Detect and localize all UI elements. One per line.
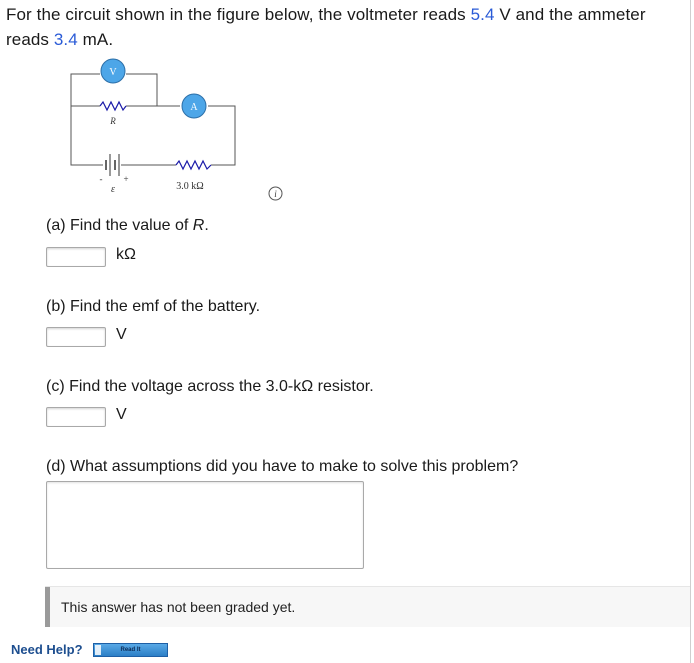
wire-voltmeter-left <box>71 74 100 108</box>
battery-icon <box>106 154 119 176</box>
part-a-unit: kΩ <box>116 246 136 263</box>
grading-status-bar <box>45 587 50 627</box>
intro-text-3: mA. <box>77 30 114 49</box>
svg-text:i: i <box>274 189 277 199</box>
part-b-label: (b) Find the emf of the battery. <box>46 298 261 315</box>
circuit-diagram <box>40 58 260 198</box>
resistor-3k-label: 3.0 kΩ <box>176 181 204 192</box>
part-c-label: (c) Find the voltage across the 3.0-kΩ resistor. <box>46 378 374 395</box>
ammeter-label: A <box>190 102 198 113</box>
read-it-button[interactable]: Read It <box>93 643 168 657</box>
ammeter-reading: 3.4 <box>53 30 78 49</box>
grading-status-panel <box>45 586 690 627</box>
part-a-input[interactable] <box>46 247 106 267</box>
info-icon[interactable] <box>268 186 283 201</box>
intro-text-1: For the circuit shown in the figure below, the voltmeter reads <box>6 5 471 24</box>
battery-plus-sign: + <box>123 174 129 184</box>
part-d-textarea[interactable] <box>46 481 364 569</box>
voltmeter <box>101 59 125 83</box>
grading-status-text: This answer has not been graded yet. <box>61 599 296 615</box>
wire-voltmeter-right <box>126 74 180 106</box>
wire-left-bottom <box>71 108 103 165</box>
battery-minus-sign: - <box>99 174 103 184</box>
part-b-input[interactable] <box>46 327 106 347</box>
ammeter <box>182 94 206 118</box>
part-c-input[interactable] <box>46 407 106 427</box>
resistor-3k-icon <box>176 161 211 169</box>
problem-statement <box>6 2 684 52</box>
resistor-r-icon <box>100 102 126 110</box>
resistor-r-label: R <box>110 116 116 126</box>
battery-emf-label: ε <box>111 184 115 195</box>
voltmeter-reading: 5.4 <box>470 5 495 24</box>
part-c-unit: V <box>116 406 127 423</box>
part-a-label: (a) Find the value of R. <box>46 217 209 234</box>
intro-text-2: V and the ammeter reads <box>6 5 646 49</box>
voltmeter-label: V <box>109 67 117 78</box>
need-help-label: Need Help? <box>11 642 83 657</box>
part-b-unit: V <box>116 326 127 343</box>
page-right-border <box>690 0 691 663</box>
part-d-label: (d) What assumptions did you have to make to solve this problem? <box>46 458 519 475</box>
wire-right <box>208 106 235 165</box>
